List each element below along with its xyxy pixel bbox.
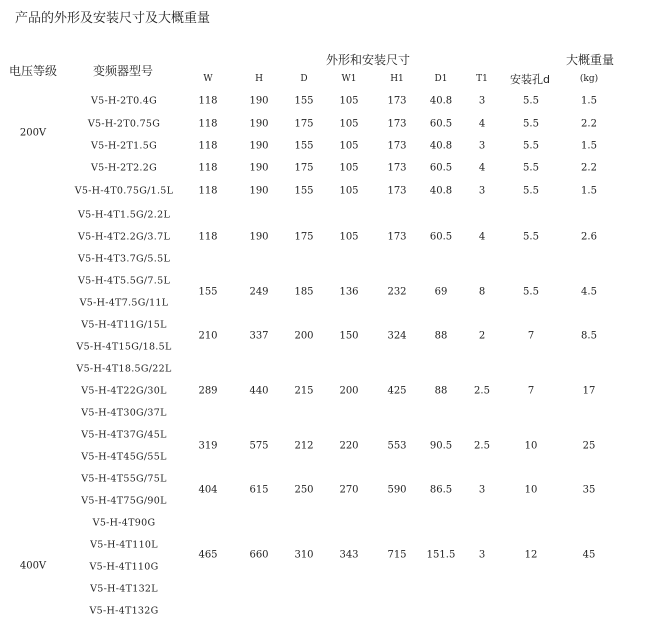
- hole-value: 10: [524, 484, 538, 496]
- w-value: 319: [198, 440, 218, 452]
- model-name: V5-H-4T132G: [89, 605, 159, 617]
- d-value: 310: [294, 549, 314, 561]
- hole-value: 5.5: [523, 118, 539, 130]
- d1-value: 151.5: [426, 549, 456, 561]
- model-name: V5-H-4T2.2G/3.7L: [77, 231, 171, 243]
- w1-value: 105: [339, 162, 359, 174]
- d-value: 215: [294, 385, 314, 397]
- t1-value: 3: [478, 484, 486, 496]
- header-voltage: 电压等级: [9, 64, 58, 78]
- w-value: 210: [198, 330, 218, 342]
- t1-value: 2: [478, 330, 486, 342]
- weight-value: 2.2: [581, 162, 597, 174]
- w1-value: 220: [339, 440, 359, 452]
- weight-value: 2.2: [581, 118, 597, 130]
- model-name: V5-H-4T45G/55L: [81, 451, 167, 463]
- w-value: 118: [198, 185, 218, 197]
- w-value: 118: [198, 118, 218, 130]
- d1-value: 86.5: [429, 484, 453, 496]
- weight-value: 1.5: [581, 185, 597, 197]
- page-title: 产品的外形及安装尺寸及大概重量: [15, 11, 211, 26]
- model-name: V5-H-4T5.5G/7.5L: [77, 275, 171, 287]
- t1-value: 3: [478, 95, 486, 107]
- h1-value: 173: [387, 95, 407, 107]
- weight-value: 4.5: [581, 286, 597, 298]
- h-value: 249: [249, 286, 269, 298]
- model-name: V5-H-2T0.4G: [91, 95, 157, 107]
- weight-value: 25: [582, 440, 596, 452]
- w-value: 465: [198, 549, 218, 561]
- d1-value: 90.5: [429, 440, 453, 452]
- hole-value: 5.5: [523, 185, 539, 197]
- w-value: 118: [198, 140, 218, 152]
- header-weight-group: 大概重量: [566, 53, 615, 67]
- d1-value: 40.8: [429, 95, 453, 107]
- h1-value: 173: [387, 118, 407, 130]
- header-h: H: [255, 74, 263, 84]
- d1-value: 88: [434, 330, 448, 342]
- w-value: 118: [198, 231, 218, 243]
- voltage-label-400v: 400V: [19, 560, 47, 572]
- hole-value: 7: [527, 385, 535, 397]
- t1-value: 4: [478, 118, 486, 130]
- header-d: D: [300, 74, 308, 84]
- d1-value: 60.5: [429, 162, 453, 174]
- w1-value: 105: [339, 185, 359, 197]
- t1-value: 2.5: [474, 385, 490, 397]
- w1-value: 105: [339, 140, 359, 152]
- d1-value: 88: [434, 385, 448, 397]
- model-name: V5-H-4T11G/15L: [81, 319, 167, 331]
- model-name: V5-H-4T30G/37L: [81, 407, 167, 419]
- model-name: V5-H-4T37G/45L: [81, 429, 167, 441]
- d1-value: 60.5: [429, 118, 453, 130]
- h1-value: 173: [387, 231, 407, 243]
- model-name: V5-H-4T18.5G/22L: [76, 363, 172, 375]
- model-name: V5-H-4T90G: [92, 517, 156, 529]
- h-value: 575: [249, 440, 269, 452]
- model-name: V5-H-2T0.75G: [87, 118, 161, 130]
- t1-value: 4: [478, 231, 486, 243]
- t1-value: 4: [478, 162, 486, 174]
- model-name: V5-H-2T1.5G: [91, 140, 157, 152]
- weight-value: 1.5: [581, 140, 597, 152]
- h1-value: 553: [387, 440, 407, 452]
- h1-value: 590: [387, 484, 407, 496]
- model-name: V5-H-4T15G/18.5L: [76, 341, 172, 353]
- h-value: 660: [249, 549, 269, 561]
- d-value: 155: [294, 95, 314, 107]
- h-value: 440: [249, 385, 269, 397]
- h-value: 190: [249, 118, 269, 130]
- h-value: 190: [249, 185, 269, 197]
- weight-value: 8.5: [581, 330, 597, 342]
- header-mounting-hole: 安装孔d: [510, 73, 550, 86]
- model-name: V5-H-4T75G/90L: [81, 495, 167, 507]
- header-h1: H1: [390, 74, 404, 84]
- h1-value: 173: [387, 185, 407, 197]
- w1-value: 105: [339, 95, 359, 107]
- t1-value: 2.5: [474, 440, 490, 452]
- header-kg: (kg): [579, 74, 599, 84]
- w-value: 118: [198, 95, 218, 107]
- h-value: 337: [249, 330, 269, 342]
- h-value: 615: [249, 484, 269, 496]
- t1-value: 3: [478, 185, 486, 197]
- d1-value: 60.5: [429, 231, 453, 243]
- hole-value: 5.5: [523, 140, 539, 152]
- d-value: 155: [294, 185, 314, 197]
- d1-value: 40.8: [429, 140, 453, 152]
- model-name: V5-H-4T110G: [89, 561, 159, 573]
- hole-value: 5.5: [523, 95, 539, 107]
- d-value: 185: [294, 286, 314, 298]
- model-name: V5-H-4T3.7G/5.5L: [77, 253, 171, 265]
- model-name: V5-H-4T110L: [90, 539, 158, 551]
- model-name: V5-H-2T2.2G: [91, 162, 157, 174]
- w1-value: 105: [339, 118, 359, 130]
- w-value: 118: [198, 162, 218, 174]
- w1-value: 270: [339, 484, 359, 496]
- w-value: 404: [198, 484, 218, 496]
- h1-value: 173: [387, 140, 407, 152]
- h1-value: 232: [387, 286, 407, 298]
- d-value: 250: [294, 484, 314, 496]
- h-value: 190: [249, 140, 269, 152]
- h1-value: 173: [387, 162, 407, 174]
- w1-value: 200: [339, 385, 359, 397]
- voltage-label-200v: 200V: [19, 127, 47, 139]
- model-name: V5-H-4T132L: [90, 583, 158, 595]
- d-value: 212: [294, 440, 314, 452]
- d-value: 175: [294, 231, 314, 243]
- h1-value: 715: [387, 549, 407, 561]
- hole-value: 5.5: [523, 286, 539, 298]
- model-name: V5-H-4T1.5G/2.2L: [77, 209, 171, 221]
- header-d1: D1: [434, 74, 448, 84]
- model-name: V5-H-4T0.75G/1.5L: [74, 185, 174, 197]
- h-value: 190: [249, 162, 269, 174]
- header-dimensions-group: 外形和安装尺寸: [326, 53, 411, 67]
- h-value: 190: [249, 95, 269, 107]
- h1-value: 425: [387, 385, 407, 397]
- weight-value: 1.5: [581, 95, 597, 107]
- model-name: V5-H-4T22G/30L: [81, 385, 167, 397]
- header-w1: W1: [341, 74, 357, 84]
- d-value: 175: [294, 162, 314, 174]
- weight-value: 35: [582, 484, 596, 496]
- h-value: 190: [249, 231, 269, 243]
- w-value: 155: [198, 286, 218, 298]
- hole-value: 5.5: [523, 231, 539, 243]
- d-value: 200: [294, 330, 314, 342]
- w1-value: 343: [339, 549, 359, 561]
- hole-value: 10: [524, 440, 538, 452]
- header-model: 变频器型号: [93, 64, 154, 78]
- d1-value: 69: [434, 286, 448, 298]
- header-t1: T1: [476, 74, 488, 84]
- t1-value: 8: [478, 286, 486, 298]
- hole-value: 5.5: [523, 162, 539, 174]
- hole-value: 12: [524, 549, 538, 561]
- model-name: V5-H-4T7.5G/11L: [79, 297, 169, 309]
- w-value: 289: [198, 385, 218, 397]
- weight-value: 45: [582, 549, 596, 561]
- d1-value: 40.8: [429, 185, 453, 197]
- d-value: 155: [294, 140, 314, 152]
- model-name: V5-H-4T55G/75L: [81, 473, 167, 485]
- header-w: W: [203, 74, 213, 84]
- d-value: 175: [294, 118, 314, 130]
- hole-value: 7: [527, 330, 535, 342]
- weight-value: 2.6: [581, 231, 597, 243]
- t1-value: 3: [478, 549, 486, 561]
- w1-value: 150: [339, 330, 359, 342]
- t1-value: 3: [478, 140, 486, 152]
- weight-value: 17: [582, 385, 596, 397]
- w1-value: 136: [339, 286, 359, 298]
- w1-value: 105: [339, 231, 359, 243]
- h1-value: 324: [387, 330, 407, 342]
